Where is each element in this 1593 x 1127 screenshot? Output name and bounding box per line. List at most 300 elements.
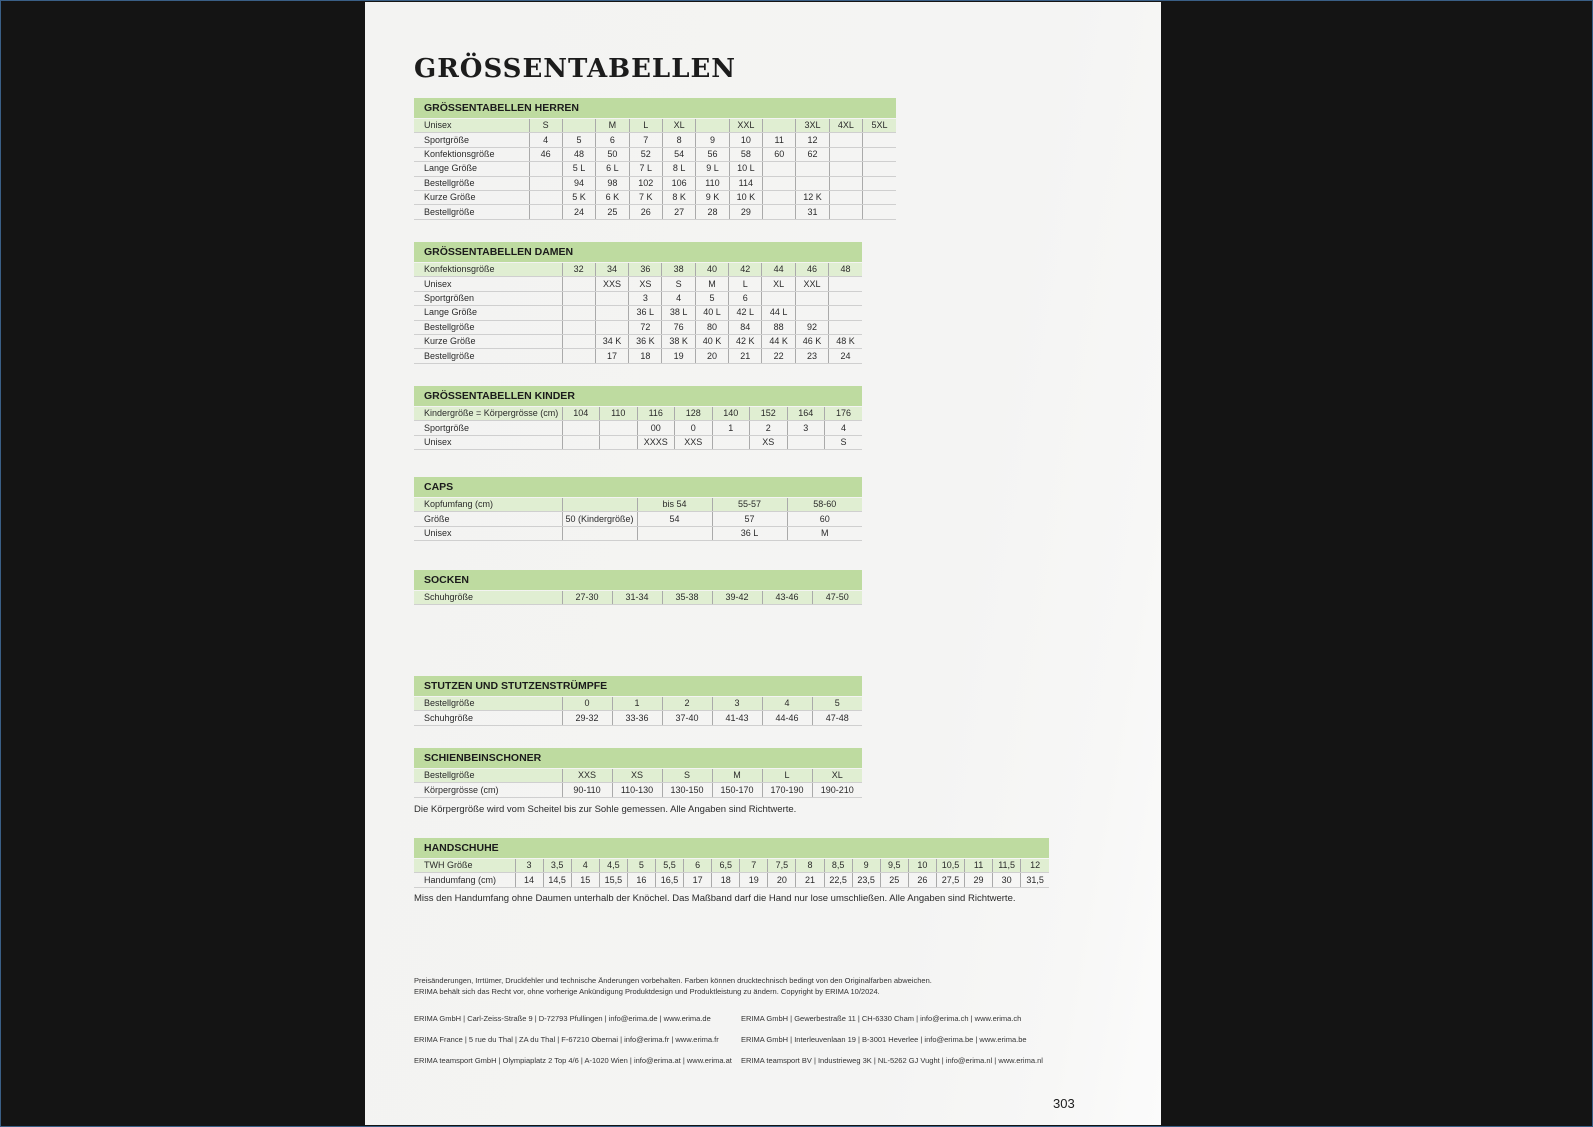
table-cell: 5 K bbox=[562, 190, 595, 204]
table-cell bbox=[600, 435, 638, 449]
table-cell bbox=[763, 176, 796, 190]
table-cell: M bbox=[596, 119, 629, 133]
table-cell: XS bbox=[629, 277, 662, 291]
table-cell bbox=[796, 162, 829, 176]
table-cell: 56 bbox=[696, 147, 729, 161]
table-cell: 11 bbox=[763, 133, 796, 147]
row-label: Sportgröße bbox=[414, 421, 562, 435]
table-cell: 36 bbox=[629, 263, 662, 277]
address-netherlands: ERIMA teamsport BV | Industrieweg 3K | NL-5262 GJ Vught | info@erima.nl | www.erima.nl bbox=[741, 1056, 1043, 1065]
table-cell: 110-130 bbox=[612, 783, 662, 797]
table-cell: 40 bbox=[695, 263, 728, 277]
row-label: Körpergrösse (cm) bbox=[414, 783, 562, 797]
address-austria: ERIMA teamsport GmbH | Olympiaplatz 2 Top 4/6 | A-1020 Wien | info@erima.at | www.erima.at bbox=[414, 1056, 732, 1065]
table-cell: 88 bbox=[762, 320, 795, 334]
table-cell: 12 bbox=[1021, 859, 1049, 873]
table-row bbox=[414, 147, 896, 161]
table-row bbox=[414, 349, 862, 363]
table-cell: 10 bbox=[729, 133, 762, 147]
table-caps bbox=[414, 477, 862, 541]
table-cell: 41-43 bbox=[712, 711, 762, 725]
table-cell: 42 K bbox=[729, 334, 762, 348]
table-cell: 31,5 bbox=[1021, 873, 1049, 887]
table-cell: 50 bbox=[596, 147, 629, 161]
table-cell: 25 bbox=[880, 873, 908, 887]
table-cell bbox=[787, 435, 825, 449]
section-header-herren: GRÖSSENTABELLEN HERREN bbox=[414, 98, 896, 118]
table-cell: 152 bbox=[750, 407, 788, 421]
table-row bbox=[414, 435, 862, 449]
table-cell: 0 bbox=[675, 421, 713, 435]
table-cell: 23 bbox=[795, 349, 828, 363]
table-cell bbox=[595, 320, 628, 334]
table-cell: 8 bbox=[796, 859, 824, 873]
table-cell: 164 bbox=[787, 407, 825, 421]
table-cell: 104 bbox=[562, 407, 600, 421]
table-cell bbox=[829, 291, 862, 305]
row-label: Handumfang (cm) bbox=[414, 873, 515, 887]
table-row bbox=[414, 190, 896, 204]
table-cell bbox=[829, 162, 862, 176]
table-cell: 60 bbox=[787, 512, 862, 526]
table-cell bbox=[829, 190, 862, 204]
table-cell: 4XL bbox=[829, 119, 862, 133]
table-cell: 47-50 bbox=[812, 591, 862, 605]
table-row bbox=[414, 769, 862, 783]
table-cell bbox=[829, 320, 862, 334]
table-cell: 8 K bbox=[662, 190, 695, 204]
table-cell: 102 bbox=[629, 176, 662, 190]
table-cell: 106 bbox=[662, 176, 695, 190]
table-cell bbox=[600, 421, 638, 435]
table-cell: 5XL bbox=[863, 119, 896, 133]
table-handschuhe bbox=[414, 838, 1049, 888]
table-cell: 38 bbox=[662, 263, 695, 277]
section-header-handschuhe: HANDSCHUHE bbox=[414, 838, 1049, 858]
table-row bbox=[414, 334, 862, 348]
table-cell bbox=[562, 119, 595, 133]
table-cell: 21 bbox=[796, 873, 824, 887]
table-cell: 190-210 bbox=[812, 783, 862, 797]
table-cell: 47-48 bbox=[812, 711, 862, 725]
table-cell: 5 bbox=[627, 859, 655, 873]
table-cell: 110 bbox=[600, 407, 638, 421]
table-cell: M bbox=[787, 526, 862, 540]
table-cell: 44 bbox=[762, 263, 795, 277]
table-row bbox=[414, 697, 862, 711]
table-cell bbox=[829, 306, 862, 320]
section-header-schienbein: SCHIENBEINSCHONER bbox=[414, 748, 862, 768]
row-label: Bestellgröße bbox=[414, 176, 529, 190]
table-cell: 46 bbox=[795, 263, 828, 277]
table-cell: 3XL bbox=[796, 119, 829, 133]
table-cell: 128 bbox=[675, 407, 713, 421]
table-cell: 0 bbox=[562, 697, 612, 711]
table-cell: 44 K bbox=[762, 334, 795, 348]
table-cell: 42 L bbox=[729, 306, 762, 320]
table-cell: 19 bbox=[662, 349, 695, 363]
table-cell: XXL bbox=[729, 119, 762, 133]
table-cell: 94 bbox=[562, 176, 595, 190]
table-cell: XXS bbox=[562, 769, 612, 783]
table-cell: 5 bbox=[562, 133, 595, 147]
table-cell: XXL bbox=[795, 277, 828, 291]
table-cell: 4 bbox=[571, 859, 599, 873]
table-row bbox=[414, 711, 862, 725]
table-cell: 37-40 bbox=[662, 711, 712, 725]
table-cell: 1 bbox=[612, 697, 662, 711]
size-table-socken bbox=[414, 591, 862, 605]
table-cell: S bbox=[662, 277, 695, 291]
table-cell: 4 bbox=[762, 697, 812, 711]
table-cell: 6 K bbox=[596, 190, 629, 204]
table-cell: 6 bbox=[596, 133, 629, 147]
table-cell: 5 bbox=[812, 697, 862, 711]
table-cell: 170-190 bbox=[762, 783, 812, 797]
table-cell: 12 bbox=[796, 133, 829, 147]
table-cell: XL bbox=[662, 119, 695, 133]
table-cell bbox=[562, 320, 595, 334]
table-cell: 84 bbox=[729, 320, 762, 334]
table-cell: 5,5 bbox=[655, 859, 683, 873]
table-cell bbox=[763, 205, 796, 219]
table-cell: 5 L bbox=[562, 162, 595, 176]
table-cell bbox=[763, 190, 796, 204]
table-cell: 7 bbox=[740, 859, 768, 873]
table-row bbox=[414, 526, 862, 540]
table-cell: 9 bbox=[852, 859, 880, 873]
table-cell: 29 bbox=[965, 873, 993, 887]
table-cell: 9,5 bbox=[880, 859, 908, 873]
table-cell: 46 K bbox=[795, 334, 828, 348]
table-cell: 8,5 bbox=[824, 859, 852, 873]
table-cell: 7 L bbox=[629, 162, 662, 176]
table-cell: 58 bbox=[729, 147, 762, 161]
table-herren bbox=[414, 98, 896, 220]
row-label: Bestellgröße bbox=[414, 205, 529, 219]
table-cell: 26 bbox=[908, 873, 936, 887]
table-cell: 4,5 bbox=[599, 859, 627, 873]
row-label: Bestellgröße bbox=[414, 349, 562, 363]
table-cell: 98 bbox=[596, 176, 629, 190]
size-table-damen bbox=[414, 263, 862, 364]
table-cell: 38 K bbox=[662, 334, 695, 348]
table-cell: 3 bbox=[787, 421, 825, 435]
document-page bbox=[365, 2, 1161, 1125]
table-cell: 4 bbox=[529, 133, 562, 147]
table-cell: 19 bbox=[740, 873, 768, 887]
table-cell: 31-34 bbox=[612, 591, 662, 605]
table-cell: 76 bbox=[662, 320, 695, 334]
table-cell: 46 bbox=[529, 147, 562, 161]
table-cell: S bbox=[662, 769, 712, 783]
table-cell: 10 L bbox=[729, 162, 762, 176]
table-row bbox=[414, 277, 862, 291]
table-cell: 23,5 bbox=[852, 873, 880, 887]
table-cell: 16 bbox=[627, 873, 655, 887]
table-cell: 60 bbox=[763, 147, 796, 161]
section-header-damen: GRÖSSENTABELLEN DAMEN bbox=[414, 242, 862, 262]
table-cell: 34 K bbox=[595, 334, 628, 348]
table-cell: 90-110 bbox=[562, 783, 612, 797]
table-cell: 58-60 bbox=[787, 498, 862, 512]
disclaimer-line-2: ERIMA behält sich das Recht vor, ohne vorherige Ankündigung Produktdesign und Produktleistung zu ändern. Copyright by ERIMA 10/2024. bbox=[414, 987, 880, 996]
table-cell: 22 bbox=[762, 349, 795, 363]
table-cell: 11,5 bbox=[993, 859, 1021, 873]
row-label: Schuhgröße bbox=[414, 711, 562, 725]
table-cell: 4 bbox=[662, 291, 695, 305]
table-cell bbox=[696, 119, 729, 133]
table-cell bbox=[562, 526, 637, 540]
row-label: Unisex bbox=[414, 119, 529, 133]
page-number: 303 bbox=[1053, 1096, 1075, 1111]
table-cell: 7 K bbox=[629, 190, 662, 204]
table-cell bbox=[863, 176, 896, 190]
table-cell: L bbox=[729, 277, 762, 291]
table-cell: 21 bbox=[729, 349, 762, 363]
table-row bbox=[414, 873, 1049, 887]
table-cell: 12 K bbox=[796, 190, 829, 204]
table-cell: 16,5 bbox=[655, 873, 683, 887]
table-cell bbox=[595, 291, 628, 305]
table-cell: bis 54 bbox=[637, 498, 712, 512]
table-cell: 140 bbox=[712, 407, 750, 421]
table-cell bbox=[863, 147, 896, 161]
table-damen bbox=[414, 242, 862, 364]
table-cell: 20 bbox=[768, 873, 796, 887]
row-label: Kindergröße = Körpergrösse (cm) bbox=[414, 407, 562, 421]
table-cell bbox=[562, 334, 595, 348]
table-cell: 30 bbox=[993, 873, 1021, 887]
table-cell: 3 bbox=[629, 291, 662, 305]
table-cell: 43-46 bbox=[762, 591, 812, 605]
table-cell: XL bbox=[812, 769, 862, 783]
section-header-socken: SOCKEN bbox=[414, 570, 862, 590]
address-germany: ERIMA GmbH | Carl-Zeiss-Straße 9 | D-72793 Pfullingen | info@erima.de | www.erima.de bbox=[414, 1014, 711, 1023]
table-cell: 54 bbox=[662, 147, 695, 161]
row-label: Bestellgröße bbox=[414, 320, 562, 334]
table-cell: 18 bbox=[629, 349, 662, 363]
table-cell: 31 bbox=[796, 205, 829, 219]
table-cell: 39-42 bbox=[712, 591, 762, 605]
table-cell: 7 bbox=[629, 133, 662, 147]
table-cell: S bbox=[825, 435, 863, 449]
table-cell: 00 bbox=[637, 421, 675, 435]
table-cell: M bbox=[695, 277, 728, 291]
table-cell: 2 bbox=[750, 421, 788, 435]
table-cell: 44-46 bbox=[762, 711, 812, 725]
table-cell: 9 bbox=[696, 133, 729, 147]
table-cell bbox=[562, 498, 637, 512]
table-cell bbox=[562, 435, 600, 449]
table-kinder bbox=[414, 386, 862, 450]
table-cell: 36 L bbox=[629, 306, 662, 320]
table-cell: 26 bbox=[629, 205, 662, 219]
row-label: Sportgröße bbox=[414, 133, 529, 147]
table-row bbox=[414, 783, 862, 797]
table-row bbox=[414, 176, 896, 190]
table-cell: 17 bbox=[595, 349, 628, 363]
table-cell: 92 bbox=[795, 320, 828, 334]
table-cell: 55-57 bbox=[712, 498, 787, 512]
table-cell bbox=[863, 190, 896, 204]
row-label: Kopfumfang (cm) bbox=[414, 498, 562, 512]
table-cell: 3 bbox=[515, 859, 543, 873]
table-cell: 8 L bbox=[662, 162, 695, 176]
row-label: Unisex bbox=[414, 526, 562, 540]
table-cell: 15 bbox=[571, 873, 599, 887]
section-header-caps: CAPS bbox=[414, 477, 862, 497]
table-cell: 10,5 bbox=[936, 859, 964, 873]
table-cell: 176 bbox=[825, 407, 863, 421]
table-row bbox=[414, 591, 862, 605]
table-cell bbox=[796, 176, 829, 190]
size-table-kinder bbox=[414, 407, 862, 450]
address-france: ERIMA France | 5 rue du Thal | ZA du Thal | F-67210 Obernai | info@erima.fr | www.erima.fr bbox=[414, 1035, 719, 1044]
table-cell bbox=[763, 119, 796, 133]
disclaimer bbox=[414, 975, 932, 997]
table-cell: 10 K bbox=[729, 190, 762, 204]
table-cell: XL bbox=[762, 277, 795, 291]
table-cell bbox=[562, 306, 595, 320]
table-cell: 48 bbox=[562, 147, 595, 161]
table-cell: 114 bbox=[729, 176, 762, 190]
table-cell bbox=[529, 162, 562, 176]
table-cell bbox=[562, 277, 595, 291]
table-row bbox=[414, 421, 862, 435]
table-cell bbox=[562, 349, 595, 363]
address-belgium: ERIMA GmbH | Interleuvenlaan 19 | B-3001 Heverlee | info@erima.be | www.erima.be bbox=[741, 1035, 1027, 1044]
table-row bbox=[414, 859, 1049, 873]
table-cell: 116 bbox=[637, 407, 675, 421]
table-cell: XXXS bbox=[637, 435, 675, 449]
table-cell: 3 bbox=[712, 697, 762, 711]
table-cell bbox=[863, 205, 896, 219]
table-cell: 27,5 bbox=[936, 873, 964, 887]
table-cell bbox=[829, 133, 862, 147]
table-cell bbox=[829, 147, 862, 161]
table-row bbox=[414, 119, 896, 133]
table-row bbox=[414, 306, 862, 320]
size-table-stutzen bbox=[414, 697, 862, 726]
table-cell: 52 bbox=[629, 147, 662, 161]
table-cell: 50 (Kindergröße) bbox=[562, 512, 637, 526]
table-cell: 57 bbox=[712, 512, 787, 526]
row-label: Unisex bbox=[414, 277, 562, 291]
table-row bbox=[414, 133, 896, 147]
table-row bbox=[414, 498, 862, 512]
table-cell: 38 L bbox=[662, 306, 695, 320]
table-cell: 24 bbox=[829, 349, 862, 363]
table-cell: 44 L bbox=[762, 306, 795, 320]
schienbein-note: Die Körpergröße wird vom Scheitel bis zur Sohle gemessen. Alle Angaben sind Richtwerte. bbox=[414, 804, 797, 815]
section-header-stutzen: STUTZEN UND STUTZENSTRÜMPFE bbox=[414, 676, 862, 696]
table-cell bbox=[562, 421, 600, 435]
size-table-schienbein bbox=[414, 769, 862, 798]
section-header-kinder: GRÖSSENTABELLEN KINDER bbox=[414, 386, 862, 406]
table-cell bbox=[829, 205, 862, 219]
table-row bbox=[414, 320, 862, 334]
table-cell: S bbox=[529, 119, 562, 133]
table-cell: XS bbox=[750, 435, 788, 449]
table-cell: 48 bbox=[829, 263, 862, 277]
table-cell: 6 L bbox=[596, 162, 629, 176]
table-cell: 15,5 bbox=[599, 873, 627, 887]
table-cell: 48 K bbox=[829, 334, 862, 348]
table-cell: 54 bbox=[637, 512, 712, 526]
row-label: Kurze Größe bbox=[414, 334, 562, 348]
table-cell bbox=[637, 526, 712, 540]
row-label: TWH Größe bbox=[414, 859, 515, 873]
table-cell: XXS bbox=[675, 435, 713, 449]
table-cell: 35-38 bbox=[662, 591, 712, 605]
table-cell: 18 bbox=[712, 873, 740, 887]
table-cell bbox=[529, 176, 562, 190]
table-cell: 28 bbox=[696, 205, 729, 219]
table-schienbein bbox=[414, 748, 862, 798]
table-cell: 9 L bbox=[696, 162, 729, 176]
table-cell: 5 bbox=[695, 291, 728, 305]
table-cell: XXS bbox=[595, 277, 628, 291]
table-cell bbox=[863, 162, 896, 176]
table-cell: 32 bbox=[562, 263, 595, 277]
table-cell bbox=[529, 205, 562, 219]
table-cell bbox=[863, 133, 896, 147]
table-cell: 29 bbox=[729, 205, 762, 219]
table-cell: 27 bbox=[662, 205, 695, 219]
table-cell bbox=[595, 306, 628, 320]
size-table-handschuhe bbox=[414, 859, 1049, 888]
table-cell: 29-32 bbox=[562, 711, 612, 725]
table-row bbox=[414, 407, 862, 421]
row-label: Bestellgröße bbox=[414, 769, 562, 783]
table-cell: 14,5 bbox=[543, 873, 571, 887]
row-label: Schuhgröße bbox=[414, 591, 562, 605]
size-table-caps bbox=[414, 498, 862, 541]
row-label: Konfektionsgröße bbox=[414, 263, 562, 277]
row-label: Größe bbox=[414, 512, 562, 526]
table-cell bbox=[762, 291, 795, 305]
size-table-herren bbox=[414, 119, 896, 220]
table-cell: 42 bbox=[729, 263, 762, 277]
table-cell: 6 bbox=[729, 291, 762, 305]
table-cell: 7,5 bbox=[768, 859, 796, 873]
table-cell: 8 bbox=[662, 133, 695, 147]
table-cell: 17 bbox=[684, 873, 712, 887]
table-cell: 1 bbox=[712, 421, 750, 435]
table-cell: 22,5 bbox=[824, 873, 852, 887]
table-cell: 11 bbox=[965, 859, 993, 873]
table-cell bbox=[829, 176, 862, 190]
table-cell: 20 bbox=[695, 349, 728, 363]
table-cell: 9 K bbox=[696, 190, 729, 204]
table-cell bbox=[529, 190, 562, 204]
table-cell: 24 bbox=[562, 205, 595, 219]
table-cell: 6,5 bbox=[712, 859, 740, 873]
row-label: Bestellgröße bbox=[414, 697, 562, 711]
table-cell: 62 bbox=[796, 147, 829, 161]
table-cell: 34 bbox=[595, 263, 628, 277]
handschuhe-note: Miss den Handumfang ohne Daumen unterhalb der Knöchel. Das Maßband darf die Hand nur lose umschließen. Alle Angaben sind Richtwerte. bbox=[414, 893, 1016, 904]
row-label: Sportgrößen bbox=[414, 291, 562, 305]
table-cell: L bbox=[629, 119, 662, 133]
page-title: GRÖSSENTABELLEN bbox=[414, 54, 737, 84]
table-cell: 27-30 bbox=[562, 591, 612, 605]
row-label: Konfektionsgröße bbox=[414, 147, 529, 161]
table-cell bbox=[712, 435, 750, 449]
table-cell: 36 L bbox=[712, 526, 787, 540]
row-label: Kurze Größe bbox=[414, 190, 529, 204]
